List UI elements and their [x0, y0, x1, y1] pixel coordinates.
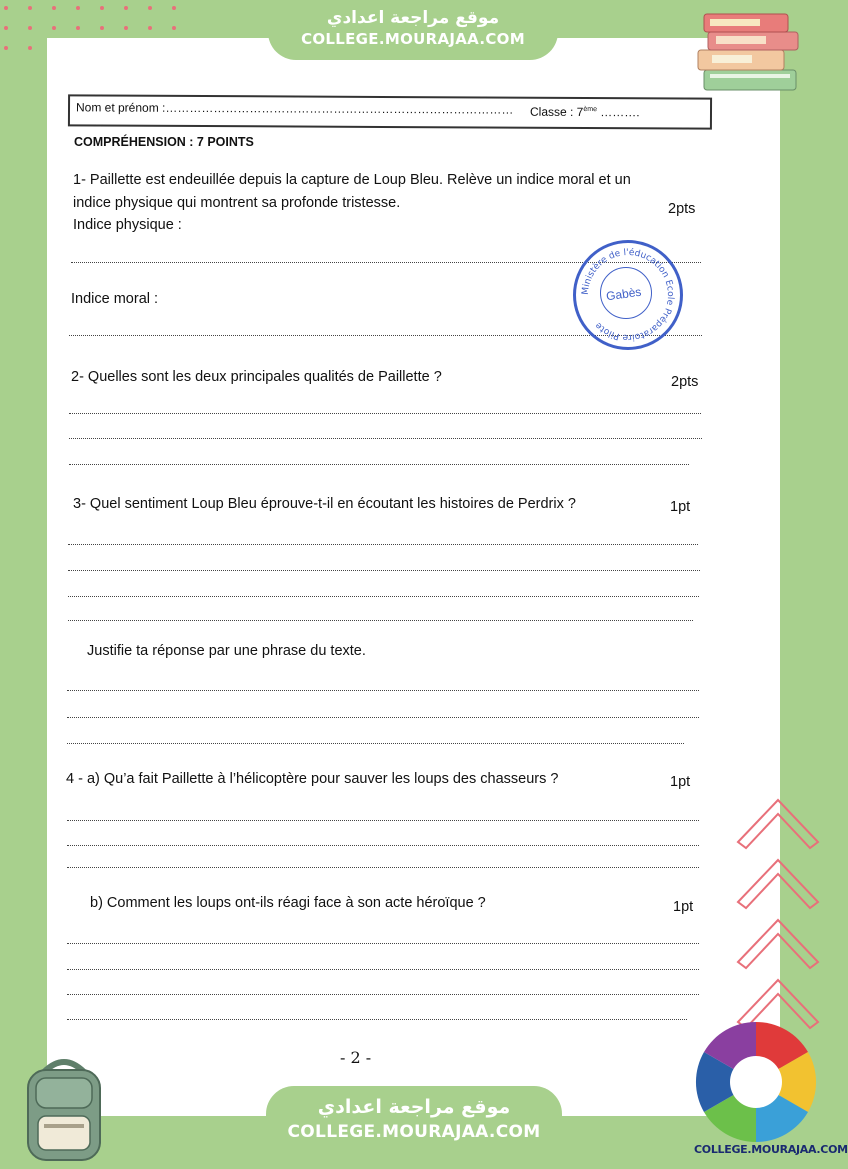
answer-line[interactable]	[67, 969, 699, 970]
student-info-box	[68, 94, 712, 129]
section-title: COMPRÉHENSION : 7 POINTS	[74, 135, 254, 149]
banner-arabic-title: موقع مراجعة اعدادي	[317, 1096, 511, 1118]
question-4a: 4 - a) Qu’a fait Paillette à l’hélicoptère pour sauver les loups des chasseurs ?	[66, 771, 559, 787]
bottom-banner	[266, 1086, 562, 1166]
answer-line[interactable]	[68, 620, 693, 621]
page-number: - 2 -	[340, 1048, 372, 1067]
logo-caption: COLLEGE.MOURAJAA.COM	[694, 1143, 848, 1156]
class-dots: ……….	[596, 105, 640, 120]
top-banner	[268, 0, 558, 60]
chevron-up-icons	[732, 790, 822, 1030]
answer-line[interactable]	[69, 438, 702, 439]
banner-arabic-title: موقع مراجعة اعدادي	[326, 8, 500, 28]
question-1-physical-label: Indice physique :	[73, 217, 182, 233]
question-1-line-2: indice physique qui montrent sa profonde tristesse.	[73, 195, 401, 211]
question-3-points: 1pt	[670, 499, 691, 515]
question-4b: b) Comment les loups ont-ils réagi face à son acte héroïque ?	[90, 895, 486, 911]
answer-line[interactable]	[67, 867, 699, 868]
question-2-points: 2pts	[671, 374, 699, 390]
class-superscript: ème	[583, 106, 598, 114]
banner-site-url[interactable]: COLLEGE.MOURAJAA.COM	[301, 30, 525, 48]
answer-line[interactable]	[67, 743, 684, 744]
stamp-city: Gabès	[605, 284, 643, 304]
answer-line[interactable]	[69, 413, 701, 414]
answer-line[interactable]	[67, 717, 699, 718]
answer-line[interactable]	[68, 596, 699, 597]
question-3-justify: Justifie ta réponse par une phrase du texte.	[87, 643, 366, 659]
answer-line[interactable]	[67, 943, 699, 944]
stamp-ring-text: Ministère de l'éducation Ecole Préparatoire Pilote	[580, 247, 676, 343]
class-field[interactable]	[530, 105, 640, 120]
banner-site-url[interactable]: COLLEGE.MOURAJAA.COM	[287, 1122, 541, 1142]
question-1-points: 2pts	[668, 201, 696, 217]
answer-line[interactable]	[69, 464, 689, 465]
answer-line[interactable]	[67, 820, 699, 821]
backpack-icon	[14, 1052, 114, 1164]
question-4b-points: 1pt	[673, 899, 694, 915]
question-3: 3- Quel sentiment Loup Bleu éprouve-t-il en écoutant les histoires de Perdrix ?	[73, 496, 576, 512]
class-label: Classe : 7	[529, 104, 584, 120]
answer-line[interactable]	[67, 1019, 687, 1020]
name-field[interactable]: Nom et prénom :……………………………………………………………………………	[75, 100, 514, 117]
question-1-line-1: 1- Paillette est endeuillée depuis la capture de Loup Bleu. Relève un indice moral et un	[73, 172, 631, 188]
answer-line[interactable]	[68, 544, 698, 545]
question-4a-points: 1pt	[670, 774, 691, 790]
books-icon	[690, 10, 806, 96]
site-logo-icon	[696, 1022, 816, 1142]
answer-line[interactable]	[67, 994, 699, 995]
question-1-moral-label: Indice moral :	[71, 291, 159, 307]
answer-line[interactable]	[67, 845, 699, 846]
answer-line[interactable]	[67, 690, 699, 691]
question-2: 2- Quelles sont les deux principales qualités de Paillette ?	[71, 369, 442, 385]
answer-line[interactable]	[68, 570, 700, 571]
school-stamp	[573, 240, 683, 350]
